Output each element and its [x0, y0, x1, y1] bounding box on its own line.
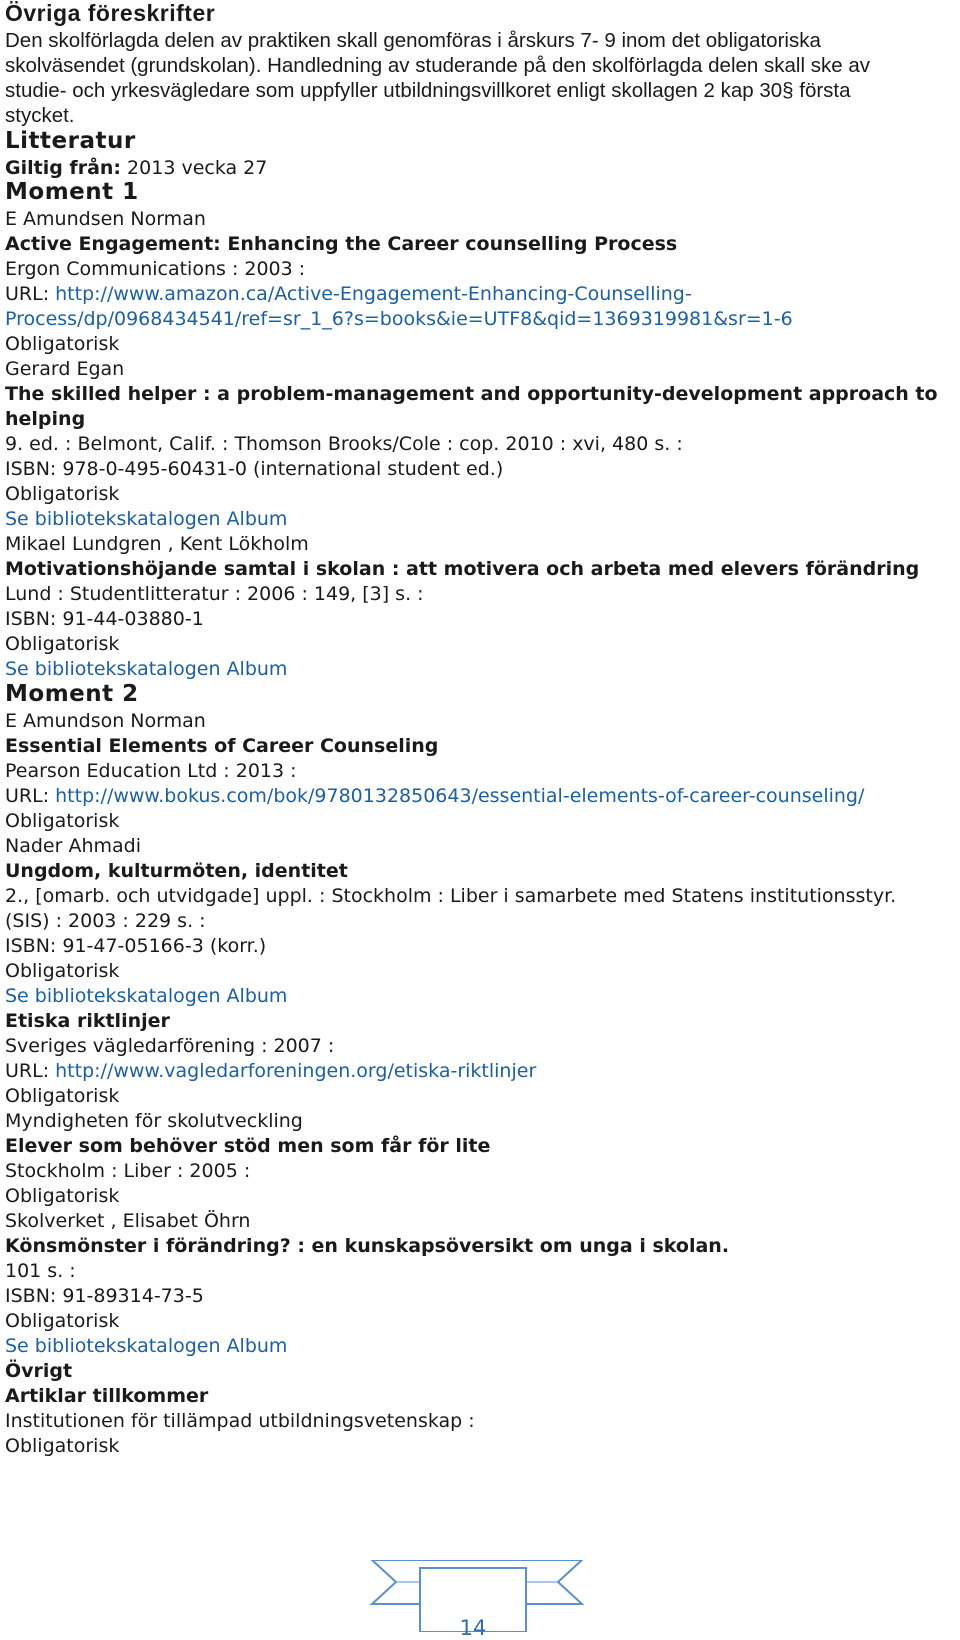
url-label: URL: [5, 1060, 56, 1082]
requirement-status: Obligatorisk [5, 1310, 120, 1332]
section-heading-ovriga-foreskrifter: Övriga föreskrifter [5, 0, 216, 26]
book-author: Nader Ahmadi [5, 835, 141, 857]
book-publisher: Lund : Studentlitteratur : 2006 : 149, [3] s. : [5, 583, 424, 605]
requirement-status: Obligatorisk [5, 1085, 120, 1107]
book-title: Essential Elements of Career Counseling [5, 735, 439, 757]
valid-from-label: Giltig från: [5, 157, 122, 179]
book-publisher: Pearson Education Ltd : 2013 : [5, 760, 297, 782]
book-author: Mikael Lundgren , Kent Lökholm [5, 533, 309, 555]
library-catalog-link[interactable]: Se bibliotekskatalogen Album [5, 658, 288, 680]
book-publisher: Institutionen för tillämpad utbildningsvetenskap : [5, 1410, 475, 1432]
book-title: Ungdom, kulturmöten, identitet [5, 860, 348, 882]
book-publisher: Ergon Communications : 2003 : [5, 258, 306, 280]
valid-from-value: 2013 vecka 27 [121, 157, 268, 179]
requirement-status: Obligatorisk [5, 1185, 120, 1207]
url-line [5, 783, 864, 809]
book-publisher: 101 s. : [5, 1260, 76, 1282]
book-title: Etiska riktlinjer [5, 1010, 170, 1032]
book-isbn: ISBN: 978-0-495-60431-0 (international student ed.) [5, 458, 504, 480]
book-author: Gerard Egan [5, 358, 125, 380]
url-label: URL: [5, 785, 56, 807]
requirement-status: Obligatorisk [5, 483, 120, 505]
book-isbn: ISBN: 91-44-03880-1 [5, 608, 204, 630]
book-author: Myndigheten för skolutveckling [5, 1110, 303, 1132]
amazon-url-link[interactable]: http://www.amazon.ca/Active-Engagement-Enhancing-Counselling- [55, 283, 692, 305]
book-title: Könsmönster i förändring? : en kunskapsöversikt om unga i skolan. [5, 1235, 730, 1257]
paragraph-line: skolväsendet (grundskolan). Handledning av studerande på den skolförlagda delen skall ske av [5, 54, 870, 77]
requirement-status: Obligatorisk [5, 333, 120, 355]
amazon-url-link-continued[interactable]: Process/dp/0968434541/ref=sr_1_6?s=books&ie=UTF8&qid=1369319981&sr=1-6 [5, 308, 793, 330]
library-catalog-link[interactable]: Se bibliotekskatalogen Album [5, 1335, 288, 1357]
page-number: 14 [459, 1616, 487, 1640]
library-catalog-link[interactable]: Se bibliotekskatalogen Album [5, 985, 288, 1007]
book-publisher: Sveriges vägledarförening : 2007 : [5, 1035, 335, 1057]
book-title: Elever som behöver stöd men som får för lite [5, 1135, 491, 1157]
book-title-continued: helping [5, 408, 86, 430]
section-heading-litteratur: Litteratur [5, 128, 136, 154]
book-isbn: ISBN: 91-89314-73-5 [5, 1285, 204, 1307]
book-publisher: Stockholm : Liber : 2005 : [5, 1160, 251, 1182]
book-publisher-continued: (SIS) : 2003 : 229 s. : [5, 910, 206, 932]
vagledarforeningen-url-link[interactable]: http://www.vagledarforeningen.org/etiska-riktlinjer [55, 1060, 537, 1082]
requirement-status: Obligatorisk [5, 960, 120, 982]
book-publisher: 2., [omarb. och utvidgade] uppl. : Stockholm : Liber i samarbete med Statens institutionsstyr. [5, 885, 897, 907]
paragraph-line: stycket. [5, 104, 75, 127]
bokus-url-link[interactable]: http://www.bokus.com/bok/9780132850643/essential-elements-of-career-counseling/ [55, 785, 865, 807]
book-title: The skilled helper : a problem-management and opportunity-development approach to [5, 383, 938, 405]
library-catalog-link[interactable]: Se bibliotekskatalogen Album [5, 508, 288, 530]
url-line [5, 1058, 536, 1084]
requirement-status: Obligatorisk [5, 810, 120, 832]
book-isbn: ISBN: 91-47-05166-3 (korr.) [5, 935, 267, 957]
book-publisher: 9. ed. : Belmont, Calif. : Thomson Brooks/Cole : cop. 2010 : xvi, 480 s. : [5, 433, 683, 455]
book-title: Active Engagement: Enhancing the Career counselling Process [5, 233, 678, 255]
book-author: E Amundsen Norman [5, 208, 206, 230]
url-line [5, 281, 692, 307]
paragraph-line: studie- och yrkesvägledare som uppfyller utbildningsvillkoret enligt skollagen 2 kap 30§ första [5, 79, 851, 102]
requirement-status: Obligatorisk [5, 633, 120, 655]
moment-2-heading: Moment 2 [5, 681, 139, 707]
page-footer [0, 1560, 960, 1640]
book-author: Skolverket , Elisabet Öhrn [5, 1210, 251, 1232]
requirement-status: Obligatorisk [5, 1435, 120, 1457]
moment-1-heading: Moment 1 [5, 179, 139, 205]
book-author: E Amundson Norman [5, 710, 206, 732]
book-title: Motivationshöjande samtal i skolan : att motivera och arbeta med elevers förändring [5, 558, 920, 580]
paragraph-line: Den skolförlagda delen av praktiken skall genomföras i årskurs 7- 9 inom det obligatoriska [5, 29, 821, 52]
valid-from [5, 155, 267, 181]
book-title: Artiklar tillkommer [5, 1385, 209, 1407]
ovrigt-heading: Övrigt [5, 1360, 73, 1382]
url-label: URL: [5, 283, 56, 305]
